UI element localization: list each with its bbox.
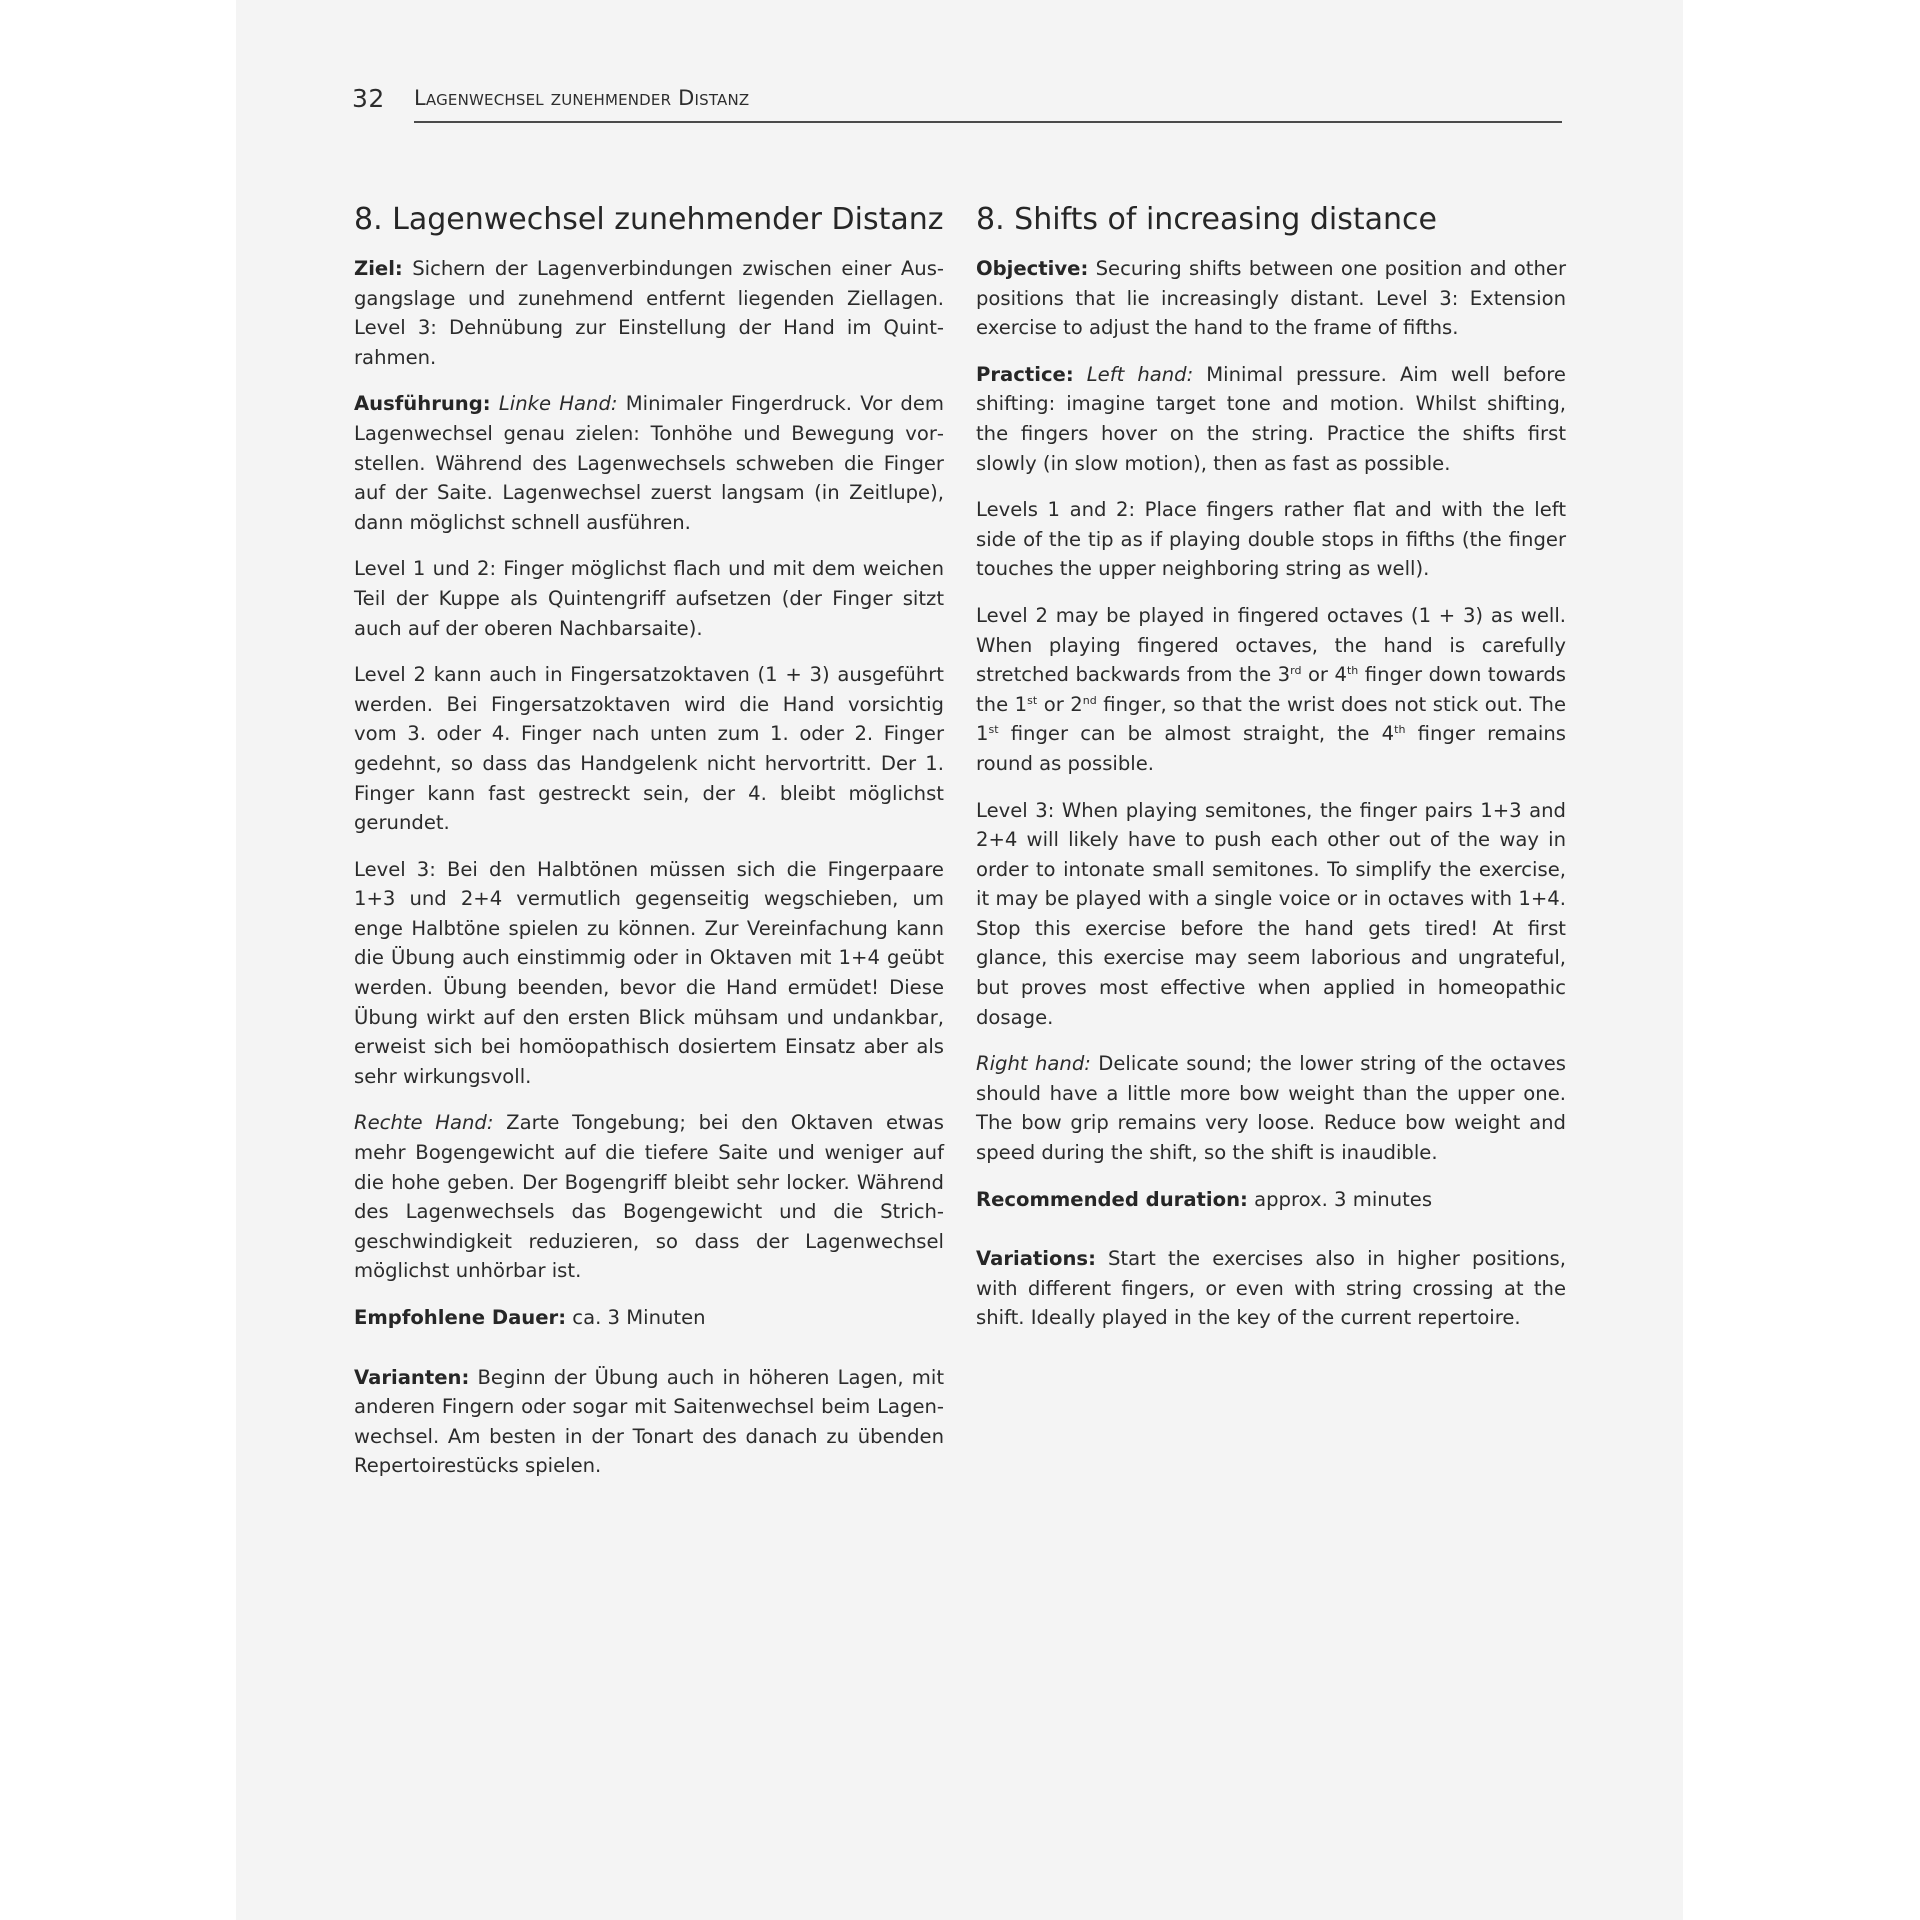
english-right-hand-paragraph (976, 1049, 1566, 1167)
variations-label: Variations: (976, 1247, 1096, 1271)
level2-text-part: or 2 (1037, 692, 1083, 716)
german-level3-paragraph: Level 3: Bei den Halbtönen müssen sich die Fingerpaare 1+3 und 2+4 vermutlich gegenseitig wegschieben, um enge Halbtöne spielen zu können. Zur Vereinfachung kann die Übung auch einstimmig oder in Oktaven mit 1+4 geübt werden. Übung beenden, bevor die Hand ermüdet! Diese Übung wirkt auf den ersten Blick mühsam und undankbar, erweist sich bei homöopathisch dosiertem Einsatz aber als sehr wirkungsvoll. (354, 857, 944, 1088)
rechte-hand-label: Rechte Hand: (354, 1111, 494, 1135)
duration-label: Recommended duration: (976, 1187, 1248, 1211)
left-hand-label: Left hand: (1086, 362, 1194, 386)
ordinal-suffix: rd (1290, 664, 1302, 678)
level2-text-part: finger remains round as possible. (976, 722, 1566, 775)
german-rechte-hand-paragraph (354, 1108, 944, 1286)
varianten-label: Varianten: (354, 1365, 470, 1389)
duration-text: approx. 3 minutes (1247, 1187, 1433, 1211)
ordinal-suffix: th (1346, 664, 1359, 678)
dauer-label: Empfohlene Dauer: (354, 1306, 567, 1329)
german-varianten-paragraph (354, 1363, 944, 1481)
level2-text-part: finger can be almost straight, the 4 (998, 722, 1395, 746)
english-duration-paragraph (976, 1185, 1566, 1215)
english-practice-paragraph (976, 360, 1566, 478)
level2-text-part: or 4 (1301, 663, 1347, 687)
page-number: 32 (352, 84, 385, 113)
level2-text-part: finger down towards the 1 (976, 663, 1566, 716)
variations-text: Start the exercises also in higher positions, with different fingers, or even with string crossing at the shift. Ideally played in the key of the current repertoire. (976, 1247, 1566, 1330)
objective-label: Objective: (976, 257, 1089, 280)
objective-text: Securing shifts between one position and other positions that lie increasingly distant. Level 3: Extension exercise to adjust the hand to the frame of fifths. (976, 257, 1566, 340)
ziel-text: Sichern der Lagenverbindungen zwischen einer Ausgangslage und zunehmend entfernt liegenden Ziellagen. Level 3: Dehnübung zur Einstellung der Hand im Quintrahmen. (354, 257, 944, 369)
level2-text-part: finger, so that the wrist does not stick out. The 1 (976, 692, 1567, 746)
ordinal-suffix: th (1394, 723, 1406, 737)
level2-text-part: Level 2 may be played in fingered octaves (1 + 3) as well. When playing fingered octaves, the hand is carefully stretched backwards from the 3 (976, 603, 1566, 687)
ordinal-suffix: nd (1082, 693, 1097, 707)
english-level3-paragraph: Level 3: When playing semitones, the finger pairs 1+3 and 2+4 will likely have to push each other out of the way in order to intonate small semitones. To simplify the exercise, it may be played with a single voice or in octaves with 1+4. Stop this exercise before the hand gets tired! At first glance, this exercise may seem laborious and ungrateful, but proves most effective when applied in homeopathic dosage. (976, 798, 1566, 1029)
right-hand-text: Delicate sound; the lower string of the octaves should have a little more bow weight than the upper one. The bow grip remains very loose. Reduce bow weight and speed during the shift, so the shift is inaudible. (976, 1052, 1567, 1165)
varianten-text: Beginn der Übung auch in höheren Lagen, mit anderen Fingern oder sogar mit Saitenwechsel beim Lagenwechsel. Am besten in der Tonart des danach zu übenden Repertoirestücks spielen. (354, 1365, 944, 1478)
right-hand-label: Right hand: (976, 1052, 1091, 1076)
ausfuehrung-text: Minimaler Fingerdruck. Vor dem Lagenwechsel genau zielen: Tonhöhe und Bewegung vorstellen. Während des Lagenwechsels schweben die Finger auf der Saite. Lagenwechsel zuerst langsam (in Zeitlupe), dann möglichst schnell ausführen. (354, 392, 944, 534)
ordinal-suffix: st (988, 723, 999, 737)
german-level2-paragraph: Level 2 kann auch in Fingersatzoktaven (1 + 3) ausgeführt werden. Bei Fingersatzoktaven wird die Hand vorsichtig vom 3. oder 4. Finger nach unten zum 1. oder 2. Finger gedehnt, so dass das Handgelenk nicht hervortritt. Der 1. Finger kann fast gestreckt sein, der 4. bleibt möglichst gerundet. (354, 663, 944, 835)
ziel-label: Ziel: (354, 257, 403, 280)
ausfuehrung-label: Ausführung: (354, 392, 491, 416)
english-objective-paragraph (976, 254, 1566, 343)
english-variations-paragraph (976, 1244, 1566, 1333)
english-section-title: 8. Shifts of increasing distance (976, 202, 1438, 237)
linke-hand-label: Linke Hand: (498, 392, 618, 416)
ordinal-suffix: st (1027, 693, 1038, 707)
running-title: Lagenwechsel zunehmender Distanz (414, 86, 750, 110)
german-column (354, 200, 944, 1498)
german-dauer-paragraph (354, 1303, 944, 1333)
german-ausfuehrung-paragraph (354, 389, 944, 537)
practice-text: Minimal pressure. Aim well before shifting: imagine target tone and motion. Whilst shifting, the fingers hover on the string. Practice the shifts first slowly (in slow motion), then as fast as possible. (976, 362, 1566, 475)
dauer-text: ca. 3 Minuten (566, 1306, 706, 1329)
german-level12-paragraph: Level 1 und 2: Finger möglichst flach und mit dem weichen Teil der Kuppe als Quintengriff aufsetzen (der Finger sitzt auch auf der oberen Nachbarsaite). (354, 557, 944, 640)
english-levels12-paragraph: Levels 1 and 2: Place fingers rather flat and with the left side of the tip as if playing double stops in fifths (the finger touches the upper neighboring string as well). (976, 498, 1566, 581)
german-section-title: 8. Lagenwechsel zunehmender Distanz (354, 202, 944, 237)
header-rule (414, 121, 1562, 123)
running-head (352, 84, 1562, 124)
english-level2-paragraph (976, 601, 1566, 779)
rechte-hand-text: Zarte Tongebung; bei den Oktaven etwas mehr Bogengewicht auf die tiefere Saite und weniger auf die hohe geben. Der Bogengriff bleibt sehr locker. Während des Lagenwechsels das Bogengewicht und die Strichgeschwindigkeit reduzieren, so dass der Lagenwechsel möglichst unhörbar ist. (354, 1111, 944, 1283)
german-ziel-paragraph (354, 254, 944, 372)
english-column (976, 200, 1566, 1350)
practice-label: Practice: (976, 362, 1074, 386)
